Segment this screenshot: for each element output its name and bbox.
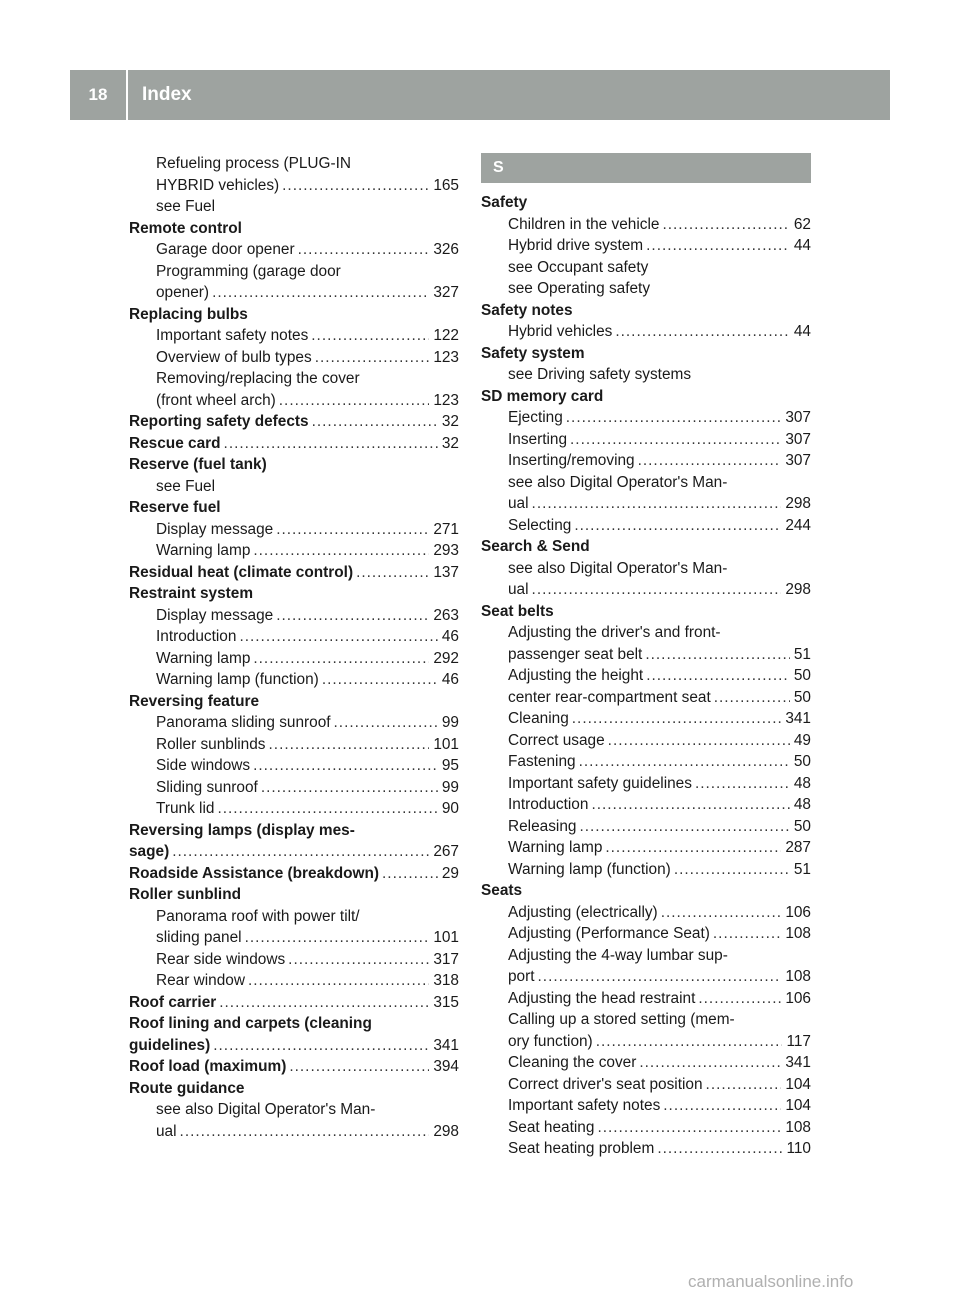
entry-label: Adjusting the height xyxy=(508,667,644,684)
dot-leader xyxy=(282,175,429,197)
entry-page-number: 90 xyxy=(441,800,459,817)
index-heading: SD memory card xyxy=(481,387,604,405)
dot-leader xyxy=(579,816,789,838)
entry-page-number: 49 xyxy=(793,731,811,749)
entry-page-number: 29 xyxy=(441,864,459,882)
entry-label: Panorama sliding sunroof xyxy=(156,714,331,731)
dot-leader xyxy=(219,992,429,1014)
index-line: see Fuel xyxy=(156,477,216,495)
dot-leader xyxy=(322,669,438,691)
index-entry xyxy=(129,648,459,670)
entry-label: Selecting xyxy=(508,516,572,534)
dot-leader xyxy=(248,970,429,992)
entry-page-number: 293 xyxy=(433,542,459,559)
entry-page-number: 46 xyxy=(441,628,459,645)
dot-leader xyxy=(212,282,429,304)
index-heading: Route guidance xyxy=(129,1079,245,1097)
index-entry xyxy=(129,1035,459,1057)
index-entry xyxy=(481,579,811,601)
dot-leader xyxy=(180,1121,430,1143)
index-entry xyxy=(481,214,811,236)
index-entry xyxy=(481,407,811,429)
entry-page-number: 104 xyxy=(785,1075,811,1093)
dot-leader xyxy=(261,777,438,799)
entry-page-number: 298 xyxy=(785,495,811,512)
entry-page-number: 137 xyxy=(433,563,459,581)
dot-leader xyxy=(566,407,782,429)
dot-leader xyxy=(695,773,790,795)
index-entry xyxy=(481,687,811,709)
dot-leader xyxy=(674,859,790,881)
index-entry xyxy=(129,863,459,885)
index-line: see Occupant safety xyxy=(508,258,649,276)
section-title: Index xyxy=(142,84,192,105)
index-entry xyxy=(129,626,459,648)
entry-page-number: 263 xyxy=(433,606,459,624)
index-line: Adjusting the 4-way lumbar sup- xyxy=(508,946,728,964)
dot-leader xyxy=(597,1117,781,1139)
index-entry xyxy=(481,1052,811,1074)
entry-page-number: 50 xyxy=(793,688,811,706)
index-entry xyxy=(129,239,459,261)
index-heading: Seats xyxy=(481,882,523,899)
index-heading: Seat belts xyxy=(481,602,554,620)
index-entry xyxy=(129,175,459,197)
dot-leader xyxy=(224,433,438,455)
dot-leader xyxy=(217,798,437,820)
dot-leader xyxy=(213,1035,429,1057)
entry-label: Adjusting the head restraint xyxy=(508,989,696,1007)
dot-leader xyxy=(663,1095,781,1117)
index-column-right xyxy=(481,153,811,1160)
entry-page-number: 298 xyxy=(433,1122,459,1140)
index-entry xyxy=(481,1031,811,1053)
index-heading: Search & Send xyxy=(481,538,590,555)
dot-leader xyxy=(605,837,781,859)
index-entry xyxy=(129,712,459,734)
index-entry xyxy=(481,988,811,1010)
index-entry xyxy=(129,282,459,304)
entry-label: Seat heating xyxy=(508,1118,595,1136)
entry-label: sliding panel xyxy=(156,929,242,946)
entry-label: Display message xyxy=(156,606,274,624)
dot-leader xyxy=(596,1031,783,1053)
entry-page-number: 292 xyxy=(433,649,459,667)
dot-leader xyxy=(639,1052,781,1074)
index-entry xyxy=(129,927,459,949)
index-entry xyxy=(481,773,811,795)
entry-label: Fastening xyxy=(508,753,576,770)
entry-page-number: 44 xyxy=(793,237,811,254)
index-entry xyxy=(481,429,811,451)
index-heading: Reversing lamps (display mes- xyxy=(129,821,355,839)
entry-page-number: 287 xyxy=(785,839,811,856)
dot-leader xyxy=(288,949,429,971)
entry-page-number: 51 xyxy=(793,860,811,878)
entry-page-number: 50 xyxy=(793,667,811,684)
dot-leader xyxy=(356,562,429,584)
dot-leader xyxy=(172,841,429,863)
entry-page-number: 104 xyxy=(785,1097,811,1114)
entry-page-number: 48 xyxy=(793,774,811,792)
entry-page-number: 271 xyxy=(433,520,459,538)
entry-page-number: 110 xyxy=(786,1140,811,1157)
dot-leader xyxy=(714,687,790,709)
index-entry xyxy=(129,798,459,820)
entry-label: Cleaning the cover xyxy=(508,1054,637,1071)
entry-page-number: 315 xyxy=(433,993,459,1011)
index-entries-right xyxy=(481,192,811,1160)
entry-page-number: 32 xyxy=(441,413,459,430)
dot-leader xyxy=(638,450,782,472)
index-line: Adjusting the driver's and front- xyxy=(508,624,721,641)
dot-leader xyxy=(572,708,782,730)
dot-leader xyxy=(532,579,782,601)
dot-leader xyxy=(608,730,790,752)
entry-page-number: 51 xyxy=(793,645,811,663)
entry-page-number: 50 xyxy=(793,817,811,835)
index-entry xyxy=(481,708,811,730)
dot-leader xyxy=(646,665,790,687)
dot-leader xyxy=(538,966,782,988)
index-entry xyxy=(129,519,459,541)
index-entry xyxy=(481,644,811,666)
entry-label: Roof load (maximum) xyxy=(129,1058,287,1075)
index-entry xyxy=(129,1056,459,1078)
entry-label: Warning lamp (function) xyxy=(508,860,671,878)
dot-leader xyxy=(532,493,782,515)
dot-leader xyxy=(289,1056,429,1078)
entry-page-number: 95 xyxy=(441,757,459,774)
index-entry xyxy=(129,433,459,455)
entry-label: Correct usage xyxy=(508,731,605,749)
entry-page-number: 341 xyxy=(433,1036,459,1054)
entry-label: Reporting safety defects xyxy=(129,413,309,430)
entry-page-number: 341 xyxy=(785,1054,811,1071)
page-number: 18 xyxy=(88,85,108,104)
dot-leader xyxy=(269,734,430,756)
entry-page-number: 99 xyxy=(441,714,459,731)
index-entry xyxy=(129,949,459,971)
dot-leader xyxy=(657,1138,782,1160)
entry-label: port xyxy=(508,968,535,985)
index-line: see Driving safety systems xyxy=(508,366,692,383)
index-entry xyxy=(481,1138,811,1160)
index-entry xyxy=(129,669,459,691)
index-entry xyxy=(129,777,459,799)
entry-label: guidelines) xyxy=(129,1036,211,1054)
index-entry xyxy=(129,755,459,777)
index-entry xyxy=(129,390,459,412)
entry-label: Residual heat (climate control) xyxy=(129,563,354,581)
dot-leader xyxy=(698,988,781,1010)
entry-label: Rear window xyxy=(156,972,245,989)
index-entry xyxy=(129,992,459,1014)
entry-label: opener) xyxy=(156,284,210,301)
entry-label: Cleaning xyxy=(508,710,569,727)
entry-page-number: 62 xyxy=(793,215,811,233)
entry-page-number: 108 xyxy=(785,1118,811,1136)
index-entry xyxy=(481,966,811,988)
entry-label: Introduction xyxy=(156,628,237,645)
index-column-left xyxy=(129,153,459,1142)
index-entry xyxy=(481,450,811,472)
entry-label: Roof carrier xyxy=(129,993,217,1011)
dot-leader xyxy=(276,519,429,541)
entry-label: Warning lamp (function) xyxy=(156,671,319,688)
entry-label: Warning lamp xyxy=(156,542,251,559)
index-entry xyxy=(129,347,459,369)
dot-leader xyxy=(646,235,790,257)
index-heading: Safety notes xyxy=(481,301,573,319)
entry-label: Warning lamp xyxy=(508,839,603,856)
index-entry xyxy=(481,923,811,945)
header-divider xyxy=(126,70,128,120)
entry-page-number: 317 xyxy=(433,950,459,968)
index-heading: Safety system xyxy=(481,344,585,362)
index-entry xyxy=(129,734,459,756)
index-entry xyxy=(129,562,459,584)
index-entry xyxy=(129,411,459,433)
index-heading: Restraint system xyxy=(129,585,254,602)
index-entry xyxy=(481,837,811,859)
index-heading: Roller sunblind xyxy=(129,886,242,903)
watermark: carmanualsonline.info xyxy=(688,1272,854,1291)
entry-page-number: 123 xyxy=(433,391,459,409)
entry-page-number: 99 xyxy=(441,778,459,796)
entry-label: Display message xyxy=(156,520,274,538)
index-entry xyxy=(481,665,811,687)
entry-label: Important safety guidelines xyxy=(508,774,692,792)
entry-label: passenger seat belt xyxy=(508,645,643,663)
entry-label: Important safety notes xyxy=(156,327,309,344)
entry-label: Trunk lid xyxy=(156,800,215,817)
entry-page-number: 394 xyxy=(433,1058,459,1075)
index-entry xyxy=(481,1074,811,1096)
dot-leader xyxy=(279,390,430,412)
entry-page-number: 307 xyxy=(785,430,811,448)
entry-label: center rear-compartment seat xyxy=(508,688,711,706)
index-line: Panorama roof with power tilt/ xyxy=(156,907,360,925)
entry-label: Adjusting (electrically) xyxy=(508,903,658,921)
index-entry xyxy=(129,970,459,992)
dot-leader xyxy=(334,712,438,734)
entry-label: Side windows xyxy=(156,757,251,774)
entry-page-number: 307 xyxy=(785,409,811,426)
entry-label: Correct driver's seat position xyxy=(508,1075,703,1093)
entry-label: Adjusting (Performance Seat) xyxy=(508,925,710,942)
index-heading: Reversing feature xyxy=(129,692,260,710)
entry-page-number: 106 xyxy=(785,989,811,1007)
entry-label: Hybrid drive system xyxy=(508,237,644,254)
dot-leader xyxy=(579,751,790,773)
dot-leader xyxy=(253,755,438,777)
index-line: see also Digital Operator's Man- xyxy=(156,1101,376,1118)
entry-label: ual xyxy=(156,1122,177,1140)
index-entry xyxy=(129,841,459,863)
entry-page-number: 298 xyxy=(785,581,811,598)
entry-label: Garage door opener xyxy=(156,241,295,258)
dot-leader xyxy=(713,923,781,945)
entry-page-number: 327 xyxy=(433,284,459,301)
index-entry xyxy=(129,325,459,347)
index-entry xyxy=(481,493,811,515)
entry-label: (front wheel arch) xyxy=(156,391,276,409)
index-entry xyxy=(481,730,811,752)
entry-label: Introduction xyxy=(508,796,589,813)
entry-page-number: 108 xyxy=(785,925,811,942)
entry-page-number: 106 xyxy=(785,903,811,921)
entry-page-number: 108 xyxy=(785,968,811,985)
dot-leader xyxy=(253,648,429,670)
index-entry xyxy=(481,859,811,881)
entry-page-number: 267 xyxy=(433,843,459,860)
dot-leader xyxy=(253,540,429,562)
entry-label: Important safety notes xyxy=(508,1097,661,1114)
index-line: see also Digital Operator's Man- xyxy=(508,559,728,577)
index-line: Programming (garage door xyxy=(156,262,341,280)
entry-label: Overview of bulb types xyxy=(156,348,312,366)
index-entry xyxy=(129,605,459,627)
entry-label: Hybrid vehicles xyxy=(508,323,613,340)
entry-page-number: 101 xyxy=(433,735,459,753)
dot-leader xyxy=(315,347,430,369)
index-line: see Fuel xyxy=(156,198,216,215)
entry-label: ory function) xyxy=(508,1032,593,1050)
entry-label: Releasing xyxy=(508,817,577,835)
dot-leader xyxy=(662,214,789,236)
dot-leader xyxy=(645,644,790,666)
dot-leader xyxy=(298,239,430,261)
entry-label: Rescue card xyxy=(129,434,221,452)
index-entry xyxy=(481,902,811,924)
index-line: see also Digital Operator's Man- xyxy=(508,473,728,491)
index-entry xyxy=(481,1117,811,1139)
dot-leader xyxy=(591,794,789,816)
entry-label: Ejecting xyxy=(508,409,563,426)
index-heading: Reserve fuel xyxy=(129,499,221,516)
entry-label: Inserting xyxy=(508,430,568,448)
index-heading: Safety xyxy=(481,194,528,211)
entry-label: Sliding sunroof xyxy=(156,778,258,796)
index-heading: Reserve (fuel tank) xyxy=(129,456,267,473)
dot-leader xyxy=(574,515,781,537)
dot-leader xyxy=(312,411,438,433)
entry-page-number: 122 xyxy=(433,327,459,344)
entry-label: sage) xyxy=(129,843,170,860)
index-line: Calling up a stored setting (mem- xyxy=(508,1011,735,1028)
dot-leader xyxy=(382,863,438,885)
entry-label: Children in the vehicle xyxy=(508,215,660,233)
dot-leader xyxy=(311,325,429,347)
dot-leader xyxy=(245,927,430,949)
entry-label: ual xyxy=(508,495,529,512)
dot-leader xyxy=(276,605,429,627)
index-heading: Replacing bulbs xyxy=(129,305,248,323)
dot-leader xyxy=(570,429,781,451)
dot-leader xyxy=(239,626,437,648)
entry-label: HYBRID vehicles) xyxy=(156,176,280,194)
dot-leader xyxy=(615,321,790,343)
index-entry xyxy=(481,794,811,816)
entry-page-number: 244 xyxy=(785,516,811,534)
entry-label: Rear side windows xyxy=(156,950,286,968)
index-line: Refueling process (PLUG-IN xyxy=(156,155,352,172)
index-line: Removing/replacing the cover xyxy=(156,370,360,387)
index-entry xyxy=(129,1121,459,1143)
entry-page-number: 32 xyxy=(441,434,459,452)
entry-page-number: 50 xyxy=(793,753,811,770)
entry-page-number: 46 xyxy=(441,671,459,688)
entry-label: Warning lamp xyxy=(156,649,251,667)
entry-page-number: 341 xyxy=(785,710,811,727)
entry-page-number: 48 xyxy=(793,796,811,813)
entry-label: Roadside Assistance (breakdown) xyxy=(129,864,380,882)
index-entry xyxy=(481,321,811,343)
entry-label: Seat heating problem xyxy=(508,1140,655,1157)
entry-page-number: 318 xyxy=(433,972,459,989)
index-entry xyxy=(481,515,811,537)
page-header xyxy=(70,70,890,120)
entry-page-number: 165 xyxy=(433,176,459,194)
index-entry xyxy=(481,751,811,773)
index-entry xyxy=(129,540,459,562)
entry-label: Inserting/removing xyxy=(508,452,635,469)
letter-heading: S xyxy=(481,153,811,183)
entry-page-number: 101 xyxy=(433,929,459,946)
index-heading: Remote control xyxy=(129,219,242,237)
entry-page-number: 123 xyxy=(433,348,459,366)
entry-page-number: 44 xyxy=(793,323,811,340)
dot-leader xyxy=(661,902,782,924)
index-line: see Operating safety xyxy=(508,280,651,297)
entry-page-number: 326 xyxy=(433,241,459,258)
index-entry xyxy=(481,235,811,257)
entry-page-number: 117 xyxy=(786,1032,811,1050)
index-heading: Roof lining and carpets (cleaning xyxy=(129,1015,372,1032)
entry-label: ual xyxy=(508,581,529,598)
entry-page-number: 307 xyxy=(785,452,811,469)
entry-label: Roller sunblinds xyxy=(156,735,266,753)
index-entry xyxy=(481,1095,811,1117)
dot-leader xyxy=(706,1074,782,1096)
index-entry xyxy=(481,816,811,838)
